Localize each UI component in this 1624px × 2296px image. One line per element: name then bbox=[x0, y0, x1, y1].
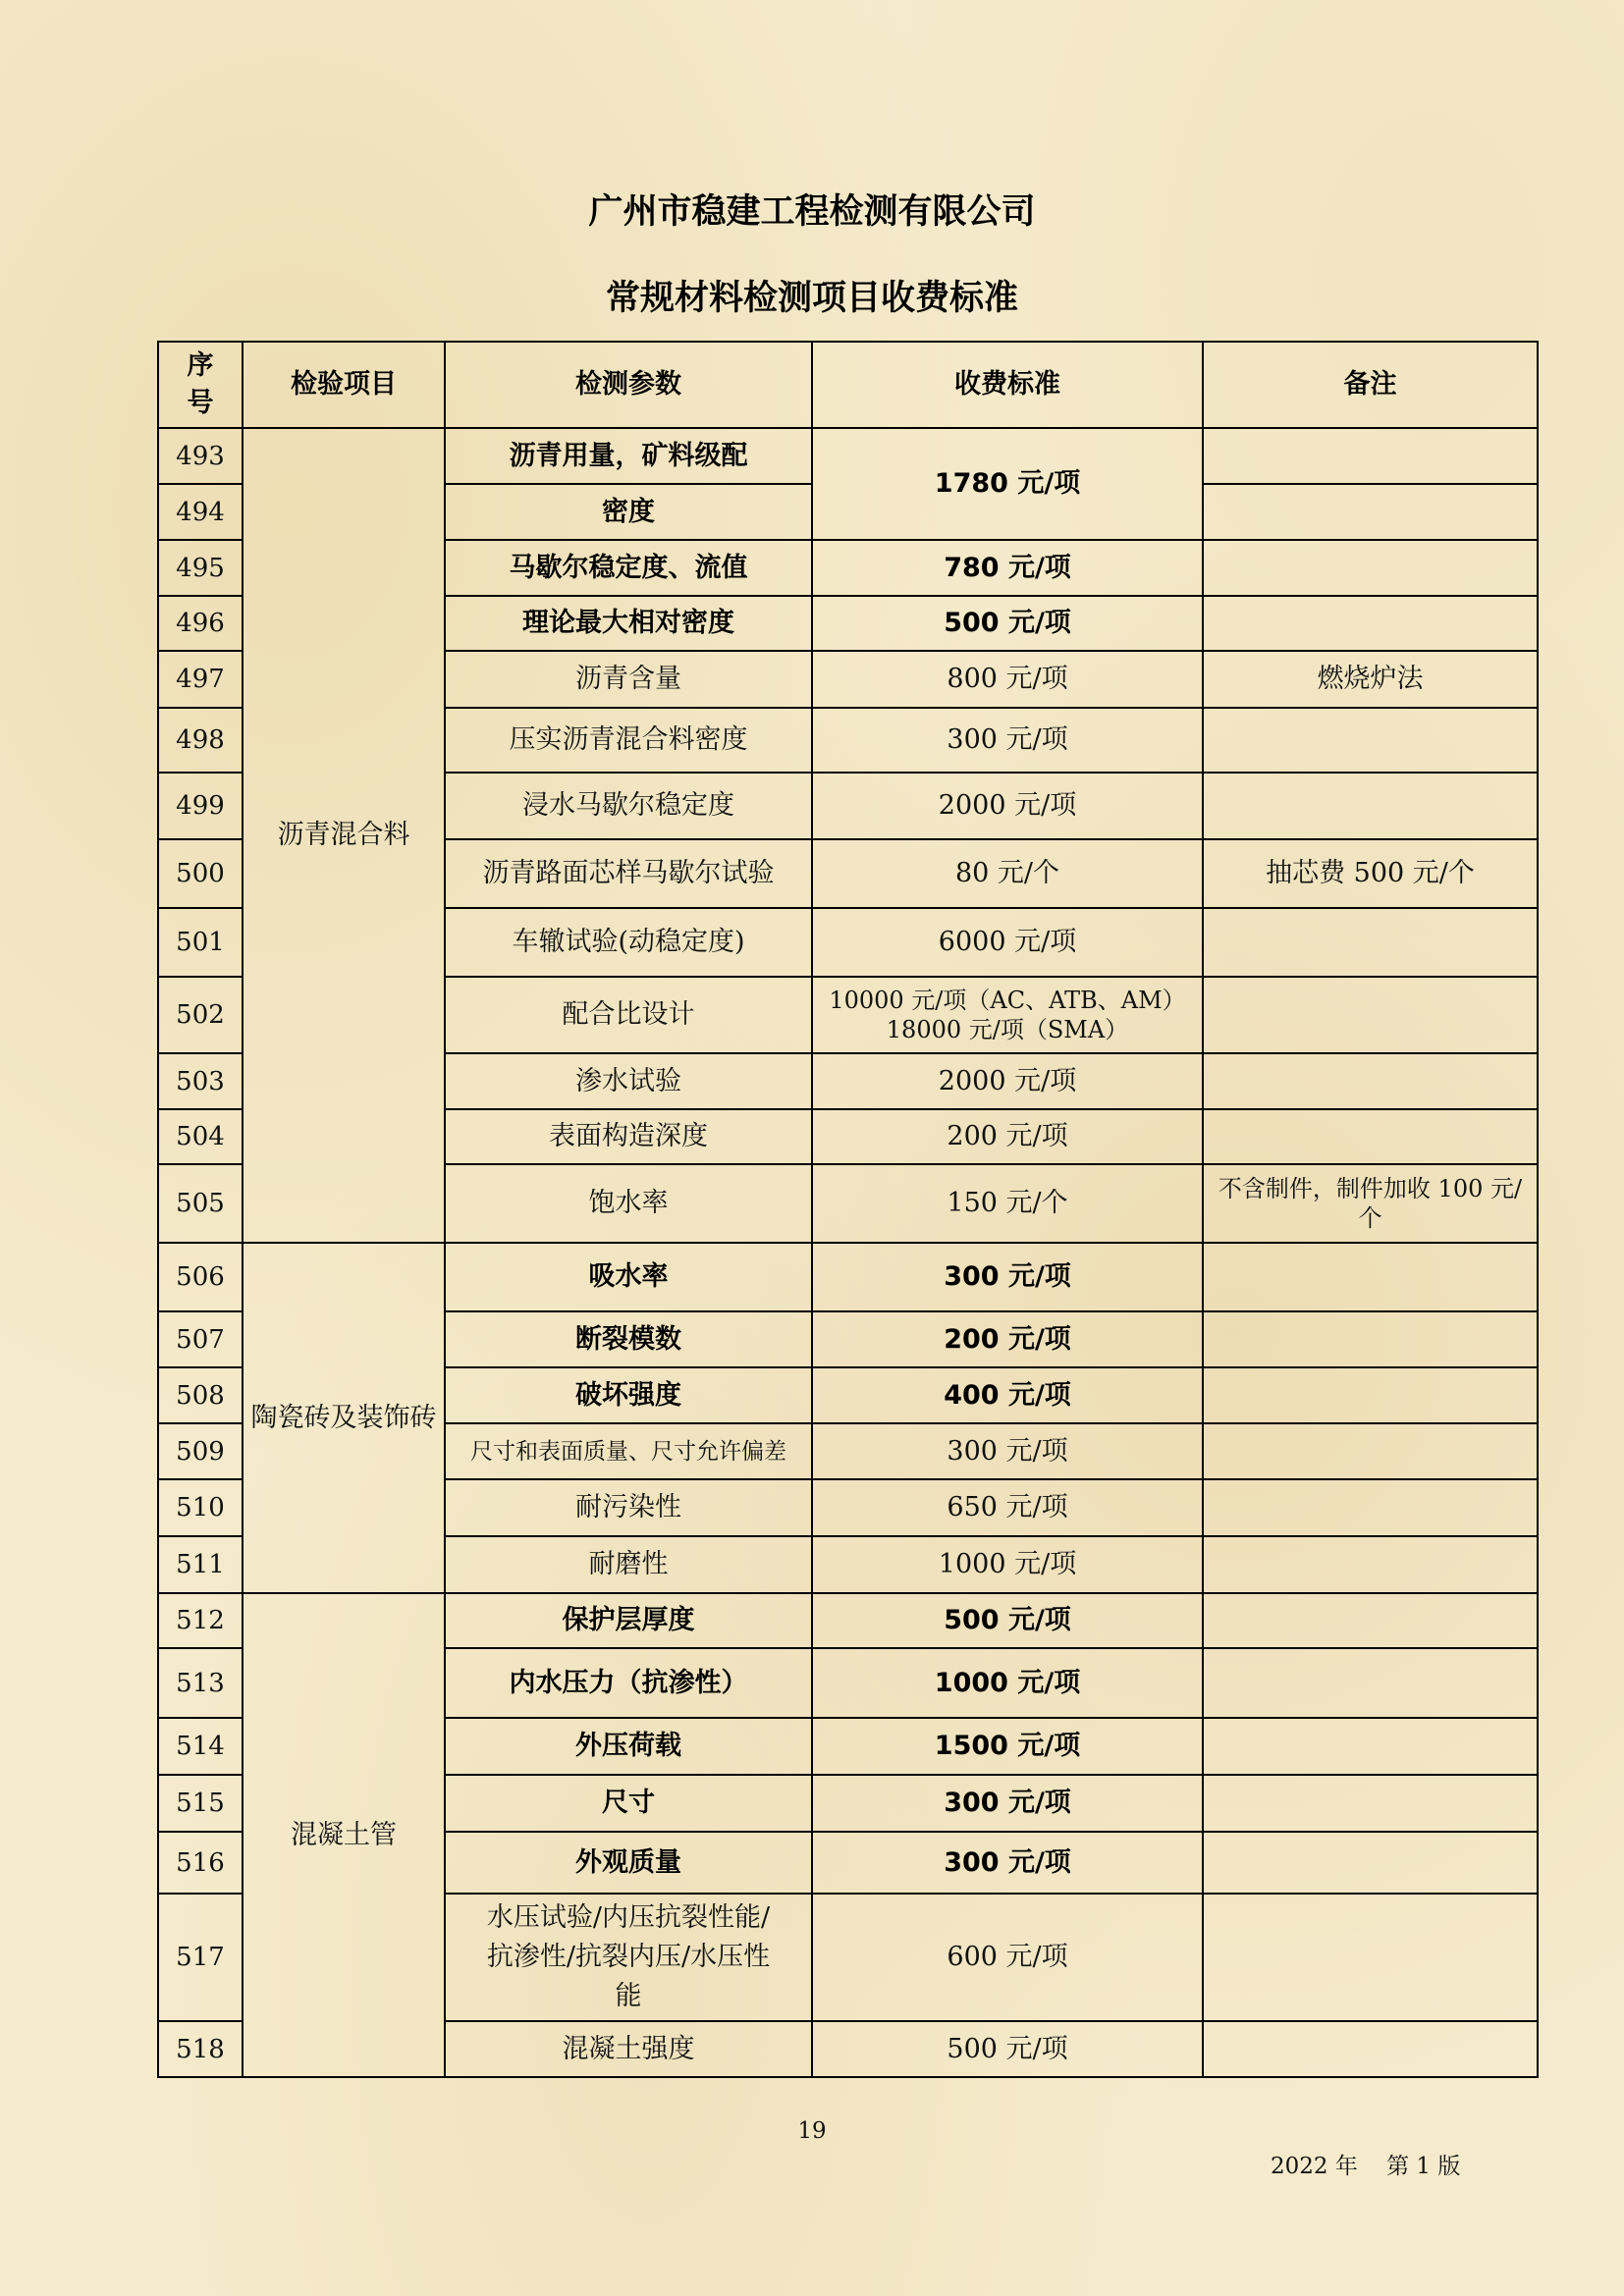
fee-cell: 2000 元/项 bbox=[812, 1053, 1203, 1109]
note-cell bbox=[1203, 773, 1538, 839]
fee-cell: 500 元/项 bbox=[812, 1593, 1203, 1648]
note-cell: 抽芯费 500 元/个 bbox=[1203, 839, 1538, 908]
row-number: 518 bbox=[158, 2021, 243, 2077]
row-number: 493 bbox=[158, 428, 243, 484]
row-number: 495 bbox=[158, 540, 243, 596]
table-row bbox=[158, 428, 1538, 484]
fee-cell: 500 元/项 bbox=[812, 2021, 1203, 2077]
param-cell: 耐磨性 bbox=[445, 1536, 812, 1593]
page-number: 19 bbox=[797, 2118, 827, 2144]
note-cell bbox=[1203, 1894, 1538, 2021]
param-cell: 配合比设计 bbox=[445, 977, 812, 1053]
note-cell bbox=[1203, 1832, 1538, 1894]
table-row bbox=[158, 1593, 1538, 1648]
param-cell: 吸水率 bbox=[445, 1243, 812, 1311]
note-cell bbox=[1203, 908, 1538, 977]
param-cell: 破坏强度 bbox=[445, 1367, 812, 1423]
fee-cell: 1000 元/项 bbox=[812, 1648, 1203, 1718]
row-number: 511 bbox=[158, 1536, 243, 1593]
param-cell: 车辙试验(动稳定度) bbox=[445, 908, 812, 977]
row-number: 494 bbox=[158, 484, 243, 540]
note-cell bbox=[1203, 1718, 1538, 1775]
note-cell bbox=[1203, 596, 1538, 651]
fee-cell: 650 元/项 bbox=[812, 1479, 1203, 1536]
fee-cell: 2000 元/项 bbox=[812, 773, 1203, 839]
row-number: 498 bbox=[158, 708, 243, 773]
param-cell bbox=[445, 1894, 812, 2021]
note-cell: 燃烧炉法 bbox=[1203, 651, 1538, 708]
fee-cell: 300 元/项 bbox=[812, 1423, 1203, 1479]
group-name: 陶瓷砖及装饰砖 bbox=[243, 1243, 445, 1593]
param-cell: 饱水率 bbox=[445, 1164, 812, 1243]
note-cell bbox=[1203, 540, 1538, 596]
table-header-row bbox=[158, 342, 1538, 428]
fee-cell: 300 元/项 bbox=[812, 708, 1203, 773]
row-number: 503 bbox=[158, 1053, 243, 1109]
note-cell bbox=[1203, 1109, 1538, 1164]
row-number: 501 bbox=[158, 908, 243, 977]
note-cell bbox=[1203, 1648, 1538, 1718]
param-cell: 尺寸和表面质量、尺寸允许偏差 bbox=[445, 1423, 812, 1479]
row-number: 505 bbox=[158, 1164, 243, 1243]
param-cell: 断裂模数 bbox=[445, 1311, 812, 1367]
row-number: 504 bbox=[158, 1109, 243, 1164]
header-param: 检测参数 bbox=[445, 342, 812, 428]
note-cell bbox=[1203, 1423, 1538, 1479]
row-number: 517 bbox=[158, 1894, 243, 2021]
fee-cell: 80 元/个 bbox=[812, 839, 1203, 908]
param-line-2: 抗渗性/抗裂内压/水压性 bbox=[486, 1942, 771, 1972]
row-number: 499 bbox=[158, 773, 243, 839]
note-line-2: 个 bbox=[1358, 1204, 1382, 1232]
row-number: 510 bbox=[158, 1479, 243, 1536]
param-cell: 沥青用量，矿料级配 bbox=[445, 428, 812, 484]
row-number: 513 bbox=[158, 1648, 243, 1718]
fee-cell: 1780 元/项 bbox=[812, 428, 1203, 540]
header-fee: 收费标准 bbox=[812, 342, 1203, 428]
param-cell: 混凝土强度 bbox=[445, 2021, 812, 2077]
param-cell: 表面构造深度 bbox=[445, 1109, 812, 1164]
header-note: 备注 bbox=[1203, 342, 1538, 428]
param-cell: 外压荷载 bbox=[445, 1718, 812, 1775]
param-cell: 外观质量 bbox=[445, 1832, 812, 1894]
header-item: 检验项目 bbox=[243, 342, 445, 428]
note-cell bbox=[1203, 1243, 1538, 1311]
group-name: 沥青混合料 bbox=[243, 428, 445, 1243]
company-name: 广州市稳建工程检测有限公司 bbox=[588, 192, 1036, 232]
note-cell bbox=[1203, 1311, 1538, 1367]
param-cell: 保护层厚度 bbox=[445, 1593, 812, 1648]
note-cell bbox=[1203, 1536, 1538, 1593]
row-number: 508 bbox=[158, 1367, 243, 1423]
fee-cell: 400 元/项 bbox=[812, 1367, 1203, 1423]
fee-line-1: 10000 元/项（AC、ATB、AM） bbox=[829, 987, 1186, 1014]
note-cell bbox=[1203, 1367, 1538, 1423]
note-cell bbox=[1203, 1479, 1538, 1536]
group-name: 混凝土管 bbox=[243, 1593, 445, 2077]
row-number: 507 bbox=[158, 1311, 243, 1367]
param-cell: 密度 bbox=[445, 484, 812, 540]
fee-cell: 200 元/项 bbox=[812, 1311, 1203, 1367]
row-number: 496 bbox=[158, 596, 243, 651]
fee-cell: 200 元/项 bbox=[812, 1109, 1203, 1164]
row-number: 509 bbox=[158, 1423, 243, 1479]
row-number: 500 bbox=[158, 839, 243, 908]
note-cell bbox=[1203, 1775, 1538, 1832]
param-cell: 内水压力（抗渗性） bbox=[445, 1648, 812, 1718]
param-cell: 沥青含量 bbox=[445, 651, 812, 708]
fee-line-2: 18000 元/项（SMA） bbox=[886, 1016, 1129, 1043]
param-cell: 压实沥青混合料密度 bbox=[445, 708, 812, 773]
fee-cell: 300 元/项 bbox=[812, 1832, 1203, 1894]
fee-table bbox=[157, 341, 1539, 2078]
param-cell: 尺寸 bbox=[445, 1775, 812, 1832]
note-cell bbox=[1203, 708, 1538, 773]
note-cell bbox=[1203, 1053, 1538, 1109]
note-cell bbox=[1203, 428, 1538, 484]
table-row bbox=[158, 1243, 1538, 1311]
row-number: 502 bbox=[158, 977, 243, 1053]
param-line-3: 能 bbox=[615, 1981, 642, 2011]
fee-cell: 800 元/项 bbox=[812, 651, 1203, 708]
note-cell bbox=[1203, 1593, 1538, 1648]
header-seq: 序 号 bbox=[158, 342, 243, 428]
param-cell: 浸水马歇尔稳定度 bbox=[445, 773, 812, 839]
param-cell: 渗水试验 bbox=[445, 1053, 812, 1109]
param-cell: 理论最大相对密度 bbox=[445, 596, 812, 651]
note-cell bbox=[1203, 1164, 1538, 1243]
note-cell bbox=[1203, 977, 1538, 1053]
row-number: 516 bbox=[158, 1832, 243, 1894]
row-number: 515 bbox=[158, 1775, 243, 1832]
param-cell: 沥青路面芯样马歇尔试验 bbox=[445, 839, 812, 908]
row-number: 506 bbox=[158, 1243, 243, 1311]
edition-label: 2022 年 第 1 版 bbox=[1271, 2154, 1461, 2179]
row-number: 497 bbox=[158, 651, 243, 708]
param-cell: 耐污染性 bbox=[445, 1479, 812, 1536]
fee-cell: 6000 元/项 bbox=[812, 908, 1203, 977]
fee-cell: 150 元/个 bbox=[812, 1164, 1203, 1243]
fee-cell: 600 元/项 bbox=[812, 1894, 1203, 2021]
fee-cell bbox=[812, 977, 1203, 1053]
fee-cell: 1000 元/项 bbox=[812, 1536, 1203, 1593]
fee-cell: 300 元/项 bbox=[812, 1775, 1203, 1832]
param-line-1: 水压试验/内压抗裂性能/ bbox=[486, 1902, 771, 1933]
note-cell bbox=[1203, 2021, 1538, 2077]
fee-cell: 780 元/项 bbox=[812, 540, 1203, 596]
note-cell bbox=[1203, 484, 1538, 540]
fee-cell: 300 元/项 bbox=[812, 1243, 1203, 1311]
fee-cell: 1500 元/项 bbox=[812, 1718, 1203, 1775]
row-number: 512 bbox=[158, 1593, 243, 1648]
param-cell: 马歇尔稳定度、流值 bbox=[445, 540, 812, 596]
row-number: 514 bbox=[158, 1718, 243, 1775]
note-line-1: 不含制件，制件加收 100 元/ bbox=[1218, 1175, 1523, 1202]
fee-cell: 500 元/项 bbox=[812, 596, 1203, 651]
document-title: 常规材料检测项目收费标准 bbox=[605, 279, 1018, 318]
